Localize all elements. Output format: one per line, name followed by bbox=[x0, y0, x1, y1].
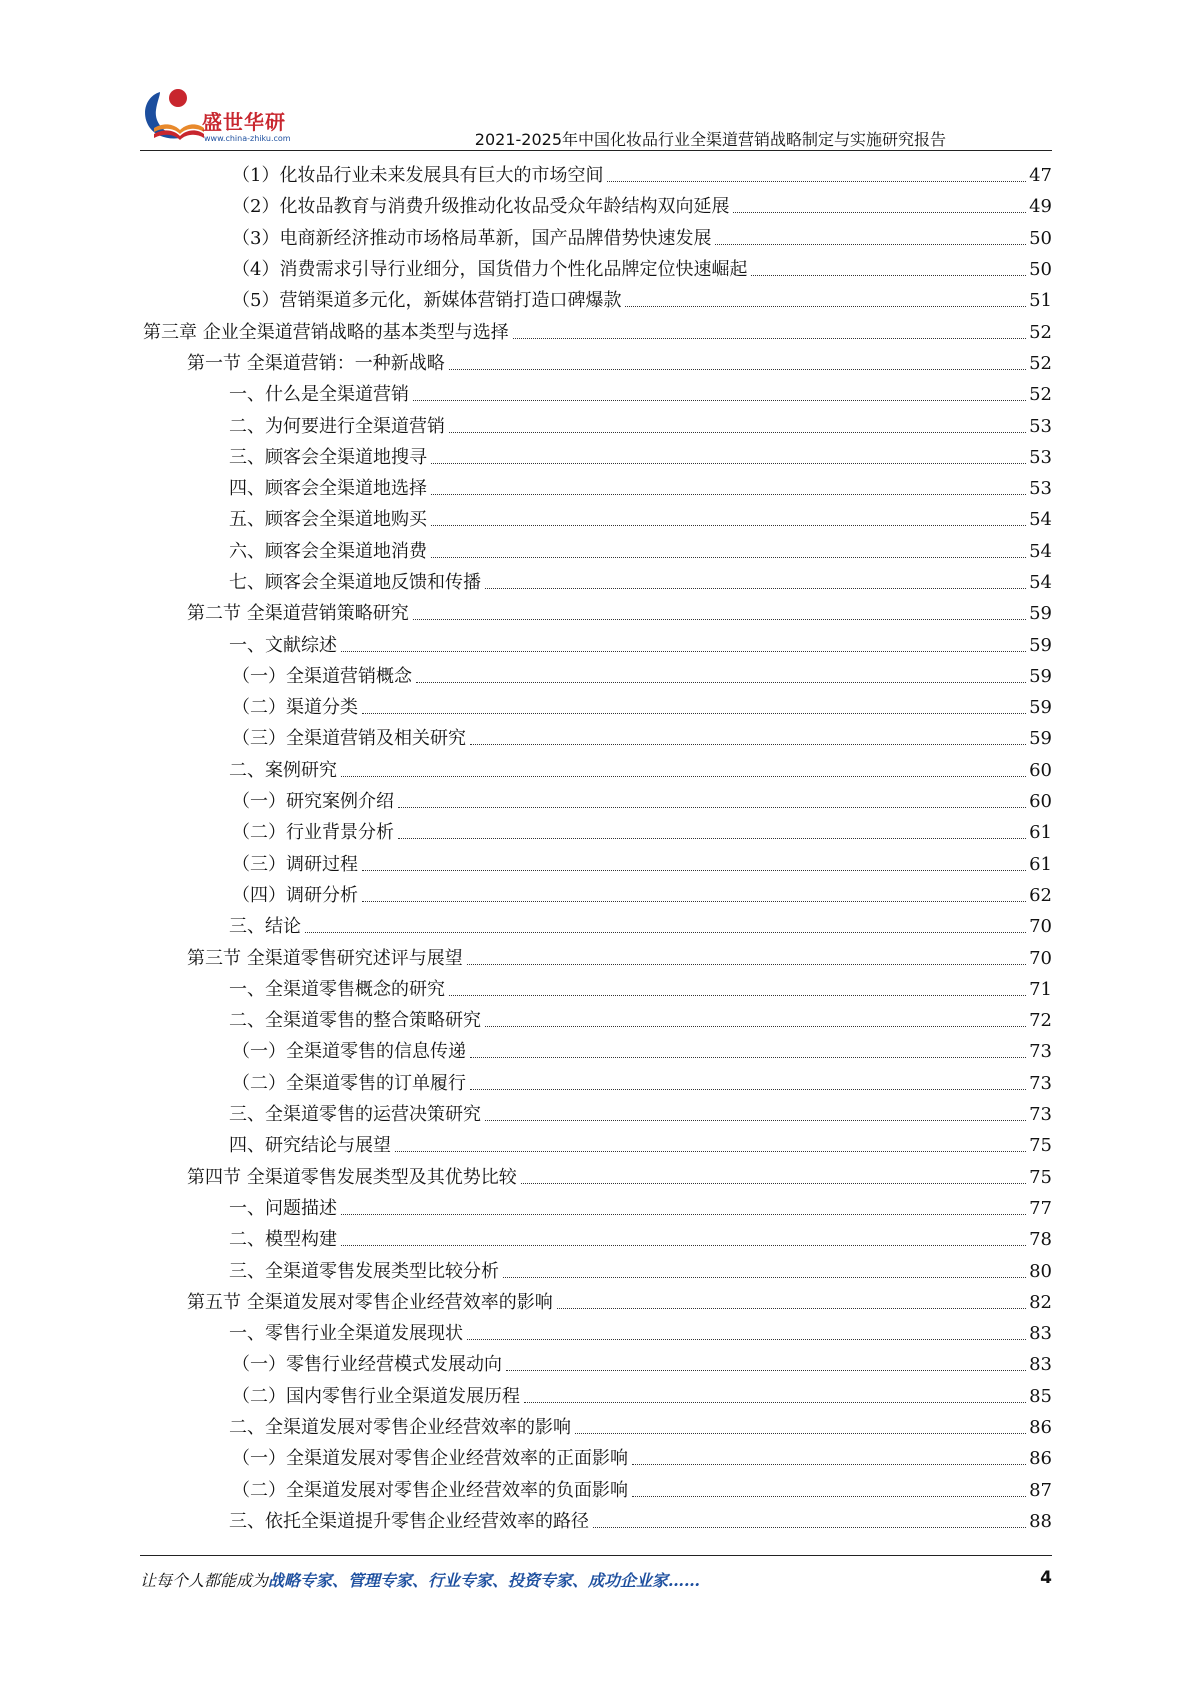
toc-entry-page: 73 bbox=[1029, 1104, 1052, 1126]
toc-entry[interactable] bbox=[0, 598, 1191, 629]
toc-dot-leader bbox=[593, 1527, 1026, 1528]
page-footer bbox=[140, 1568, 1052, 1594]
toc-entry[interactable] bbox=[0, 849, 1191, 880]
toc-entry-page: 50 bbox=[1029, 259, 1052, 281]
toc-entry[interactable] bbox=[0, 1068, 1191, 1099]
toc-entry-title: 三、全渠道零售的运营决策研究 bbox=[229, 1104, 481, 1126]
toc-entry[interactable] bbox=[0, 473, 1191, 504]
toc-entry[interactable] bbox=[0, 410, 1191, 441]
toc-entry-title: 第一节 全渠道营销：一种新战略 bbox=[187, 352, 445, 374]
toc-entry-page: 73 bbox=[1029, 1041, 1052, 1063]
toc-entry-page: 54 bbox=[1029, 540, 1052, 562]
toc-entry[interactable] bbox=[0, 1381, 1191, 1412]
toc-entry[interactable] bbox=[0, 1255, 1191, 1286]
toc-entry-page: 59 bbox=[1029, 665, 1052, 687]
toc-entry-title: 四、顾客会全渠道地选择 bbox=[229, 478, 427, 500]
toc-dot-leader bbox=[398, 807, 1026, 808]
toc-entry-title: 第四节 全渠道零售发展类型及其优势比较 bbox=[187, 1166, 517, 1188]
toc-entry-page: 82 bbox=[1029, 1291, 1052, 1313]
toc-entry-page: 47 bbox=[1029, 165, 1052, 187]
toc-dot-leader bbox=[733, 212, 1026, 213]
toc-dot-leader bbox=[341, 776, 1026, 777]
toc-dot-leader bbox=[751, 275, 1026, 276]
toc-dot-leader bbox=[416, 682, 1026, 683]
toc-dot-leader bbox=[467, 1339, 1026, 1340]
toc-entry[interactable] bbox=[0, 974, 1191, 1005]
toc-entry[interactable] bbox=[0, 1005, 1191, 1036]
toc-entry[interactable] bbox=[0, 316, 1191, 347]
logo-name: 盛世华研 bbox=[202, 110, 286, 134]
toc-entry-title: （2）化妆品教育与消费升级推动化妆品受众年龄结构双向延展 bbox=[232, 196, 730, 218]
toc-entry-title: 第三章 企业全渠道营销战略的基本类型与选择 bbox=[143, 321, 509, 343]
toc-dot-leader bbox=[413, 400, 1026, 401]
toc-entry-title: 二、全渠道零售的整合策略研究 bbox=[229, 1010, 481, 1032]
toc-entry-page: 52 bbox=[1029, 384, 1052, 406]
toc-entry-title: （5）营销渠道多元化，新媒体营销打造口碑爆款 bbox=[232, 290, 622, 312]
toc-dot-leader bbox=[715, 244, 1026, 245]
toc-dot-leader bbox=[449, 995, 1026, 996]
toc-entry[interactable] bbox=[0, 880, 1191, 911]
toc-entry[interactable] bbox=[0, 1224, 1191, 1255]
toc-entry[interactable] bbox=[0, 379, 1191, 410]
toc-entry-title: （1）化妆品行业未来发展具有巨大的市场空间 bbox=[232, 165, 604, 187]
toc-dot-leader bbox=[607, 181, 1026, 182]
toc-entry-page: 86 bbox=[1029, 1417, 1052, 1439]
toc-entry-page: 60 bbox=[1029, 759, 1052, 781]
toc-entry-title: 三、全渠道零售发展类型比较分析 bbox=[229, 1260, 499, 1282]
toc-entry-title: （一）全渠道营销概念 bbox=[232, 665, 412, 687]
toc-dot-leader bbox=[467, 964, 1026, 965]
toc-entry-title: （二）渠道分类 bbox=[232, 697, 358, 719]
toc-entry-title: （一）零售行业经营模式发展动向 bbox=[232, 1354, 502, 1376]
toc-entry-title: （一）全渠道发展对零售企业经营效率的正面影响 bbox=[232, 1448, 628, 1470]
toc-entry-title: 六、顾客会全渠道地消费 bbox=[229, 540, 427, 562]
toc-entry[interactable] bbox=[0, 160, 1191, 191]
toc-entry-title: （二）全渠道零售的订单履行 bbox=[232, 1072, 466, 1094]
logo-book-icon bbox=[140, 82, 206, 148]
toc-dot-leader bbox=[632, 1464, 1026, 1465]
toc-entry[interactable] bbox=[0, 348, 1191, 379]
toc-entry[interactable] bbox=[0, 692, 1191, 723]
toc-entry-title: （二）国内零售行业全渠道发展历程 bbox=[232, 1385, 520, 1407]
toc-dot-leader bbox=[362, 713, 1026, 714]
page-number: 4 bbox=[1040, 1568, 1052, 1588]
toc-entry[interactable] bbox=[0, 1443, 1191, 1474]
toc-entry-title: （二）全渠道发展对零售企业经营效率的负面影响 bbox=[232, 1479, 628, 1501]
toc-entry[interactable] bbox=[0, 1193, 1191, 1224]
toc-entry-page: 71 bbox=[1029, 978, 1052, 1000]
toc-entry-page: 85 bbox=[1029, 1385, 1052, 1407]
toc-entry-title: 一、零售行业全渠道发展现状 bbox=[229, 1323, 463, 1345]
header-divider bbox=[140, 150, 1052, 151]
toc-entry-page: 86 bbox=[1029, 1448, 1052, 1470]
toc-dot-leader bbox=[341, 1214, 1026, 1215]
toc-dot-leader bbox=[485, 1120, 1026, 1121]
toc-dot-leader bbox=[470, 744, 1026, 745]
toc-entry-title: 三、顾客会全渠道地搜寻 bbox=[229, 446, 427, 468]
toc-entry-page: 88 bbox=[1029, 1510, 1052, 1532]
toc-entry-title: 二、案例研究 bbox=[229, 759, 337, 781]
toc-entry[interactable] bbox=[0, 661, 1191, 692]
toc-dot-leader bbox=[485, 1026, 1026, 1027]
toc-entry[interactable] bbox=[0, 1349, 1191, 1380]
toc-entry-page: 73 bbox=[1029, 1072, 1052, 1094]
toc-entry-page: 87 bbox=[1029, 1479, 1052, 1501]
toc-entry-title: 三、结论 bbox=[229, 916, 301, 938]
toc-entry-title: 一、什么是全渠道营销 bbox=[229, 384, 409, 406]
toc-entry-page: 53 bbox=[1029, 478, 1052, 500]
toc-entry-page: 54 bbox=[1029, 509, 1052, 531]
toc-entry-page: 80 bbox=[1029, 1260, 1052, 1282]
toc-entry-title: 一、问题描述 bbox=[229, 1197, 337, 1219]
toc-dot-leader bbox=[506, 1370, 1026, 1371]
toc-entry[interactable] bbox=[0, 1162, 1191, 1193]
toc-dot-leader bbox=[413, 619, 1026, 620]
toc-entry-title: 一、文献综述 bbox=[229, 634, 337, 656]
toc-entry[interactable] bbox=[0, 504, 1191, 535]
toc-entry-page: 61 bbox=[1029, 822, 1052, 844]
toc-entry-page: 53 bbox=[1029, 446, 1052, 468]
toc-dot-leader bbox=[632, 1496, 1026, 1497]
toc-entry-title: 五、顾客会全渠道地购买 bbox=[229, 509, 427, 531]
toc-dot-leader bbox=[341, 651, 1026, 652]
toc-dot-leader bbox=[431, 525, 1026, 526]
toc-entry[interactable] bbox=[0, 1474, 1191, 1505]
toc-dot-leader bbox=[625, 306, 1026, 307]
toc-entry[interactable] bbox=[0, 1506, 1191, 1537]
toc-entry[interactable] bbox=[0, 942, 1191, 973]
toc-dot-leader bbox=[557, 1308, 1026, 1309]
toc-entry-title: （4）消费需求引导行业细分，国货借力个性化品牌定位快速崛起 bbox=[232, 259, 748, 281]
toc-entry-page: 61 bbox=[1029, 853, 1052, 875]
toc-entry-page: 59 bbox=[1029, 603, 1052, 625]
toc-dot-leader bbox=[521, 1183, 1026, 1184]
toc-dot-leader bbox=[470, 1089, 1026, 1090]
table-of-contents bbox=[0, 160, 1191, 1537]
toc-entry[interactable] bbox=[0, 254, 1191, 285]
toc-entry-page: 53 bbox=[1029, 415, 1052, 437]
toc-entry[interactable] bbox=[0, 1130, 1191, 1161]
toc-entry-page: 59 bbox=[1029, 728, 1052, 750]
toc-entry-page: 59 bbox=[1029, 634, 1052, 656]
toc-entry[interactable] bbox=[0, 442, 1191, 473]
toc-entry-title: 第五节 全渠道发展对零售企业经营效率的影响 bbox=[187, 1291, 553, 1313]
toc-entry-page: 59 bbox=[1029, 697, 1052, 719]
slogan-roles: 战略专家、管理专家、行业专家、投资专家、成功企业家…… bbox=[268, 1571, 701, 1590]
toc-entry[interactable] bbox=[0, 1287, 1191, 1318]
toc-entry-title: 二、全渠道发展对零售企业经营效率的影响 bbox=[229, 1417, 571, 1439]
toc-dot-leader bbox=[398, 838, 1026, 839]
toc-entry-title: （二）行业背景分析 bbox=[232, 822, 394, 844]
toc-entry[interactable] bbox=[0, 223, 1191, 254]
toc-entry-title: （三）全渠道营销及相关研究 bbox=[232, 728, 466, 750]
toc-entry-page: 75 bbox=[1029, 1166, 1052, 1188]
toc-entry-title: （3）电商新经济推动市场格局革新，国产品牌借势快速发展 bbox=[232, 227, 712, 249]
toc-entry-title: 第二节 全渠道营销策略研究 bbox=[187, 603, 409, 625]
toc-entry-page: 52 bbox=[1029, 352, 1052, 374]
toc-entry-title: （一）全渠道零售的信息传递 bbox=[232, 1041, 466, 1063]
toc-dot-leader bbox=[503, 1277, 1026, 1278]
toc-entry[interactable] bbox=[0, 1318, 1191, 1349]
toc-entry-title: 七、顾客会全渠道地反馈和传播 bbox=[229, 572, 481, 593]
toc-entry-page: 49 bbox=[1029, 196, 1052, 218]
toc-dot-leader bbox=[524, 1402, 1026, 1403]
toc-dot-leader bbox=[341, 1245, 1026, 1246]
toc-entry-title: （一）研究案例介绍 bbox=[232, 791, 394, 813]
toc-entry-page: 51 bbox=[1029, 290, 1052, 312]
toc-entry-page: 75 bbox=[1029, 1135, 1052, 1157]
toc-entry-title: 四、研究结论与展望 bbox=[229, 1135, 391, 1157]
toc-entry-page: 77 bbox=[1029, 1197, 1052, 1219]
toc-entry-page: 72 bbox=[1029, 1010, 1052, 1032]
toc-entry-title: 二、模型构建 bbox=[229, 1229, 337, 1251]
toc-dot-leader bbox=[449, 369, 1026, 370]
logo-url: www.china-zhiku.com bbox=[204, 134, 291, 143]
toc-entry-page: 83 bbox=[1029, 1354, 1052, 1376]
toc-entry[interactable] bbox=[0, 191, 1191, 222]
toc-entry[interactable] bbox=[0, 817, 1191, 848]
toc-dot-leader bbox=[431, 557, 1026, 558]
toc-entry[interactable] bbox=[0, 567, 1191, 598]
toc-entry-title: 三、依托全渠道提升零售企业经营效率的路径 bbox=[229, 1510, 589, 1532]
toc-entry[interactable] bbox=[0, 911, 1191, 942]
toc-entry-page: 52 bbox=[1029, 321, 1052, 343]
toc-entry-page: 70 bbox=[1029, 947, 1052, 969]
toc-dot-leader bbox=[485, 588, 1026, 589]
toc-entry[interactable] bbox=[0, 755, 1191, 786]
toc-dot-leader bbox=[305, 932, 1026, 933]
toc-entry[interactable] bbox=[0, 536, 1191, 567]
toc-entry-title: 二、为何要进行全渠道营销 bbox=[229, 415, 445, 437]
toc-entry[interactable] bbox=[0, 723, 1191, 754]
toc-dot-leader bbox=[362, 901, 1026, 902]
toc-entry-page: 83 bbox=[1029, 1323, 1052, 1345]
slogan-prefix: 让每个人都能成为 bbox=[140, 1571, 269, 1590]
toc-entry[interactable] bbox=[0, 1412, 1191, 1443]
toc-entry-title: （四）调研分析 bbox=[232, 884, 358, 906]
toc-entry-page: 62 bbox=[1029, 884, 1052, 906]
toc-dot-leader bbox=[513, 338, 1026, 339]
toc-entry-title: 一、全渠道零售概念的研究 bbox=[229, 978, 445, 1000]
toc-entry[interactable] bbox=[0, 285, 1191, 316]
toc-dot-leader bbox=[575, 1433, 1026, 1434]
toc-dot-leader bbox=[431, 494, 1026, 495]
toc-dot-leader bbox=[470, 1057, 1026, 1058]
page-header bbox=[0, 0, 1191, 150]
toc-dot-leader bbox=[431, 463, 1026, 464]
toc-entry-page: 70 bbox=[1029, 916, 1052, 938]
toc-dot-leader bbox=[395, 1151, 1026, 1152]
toc-entry-page: 50 bbox=[1029, 227, 1052, 249]
report-title: 2021-2025年中国化妆品行业全渠道营销战略制定与实施研究报告 bbox=[474, 130, 946, 149]
toc-entry[interactable] bbox=[0, 1036, 1191, 1067]
footer-slogan bbox=[140, 1568, 700, 1591]
toc-entry[interactable] bbox=[0, 786, 1191, 817]
company-logo bbox=[140, 82, 310, 148]
toc-dot-leader bbox=[449, 432, 1026, 433]
toc-entry-title: （三）调研过程 bbox=[232, 853, 358, 875]
toc-entry[interactable] bbox=[0, 629, 1191, 660]
toc-entry-page: 54 bbox=[1029, 572, 1052, 593]
toc-entry-page: 78 bbox=[1029, 1229, 1052, 1251]
toc-dot-leader bbox=[362, 870, 1026, 871]
toc-entry-title: 第三节 全渠道零售研究述评与展望 bbox=[187, 947, 463, 969]
footer-divider bbox=[140, 1555, 1052, 1556]
toc-entry[interactable] bbox=[0, 1099, 1191, 1130]
toc-entry-page: 60 bbox=[1029, 791, 1052, 813]
